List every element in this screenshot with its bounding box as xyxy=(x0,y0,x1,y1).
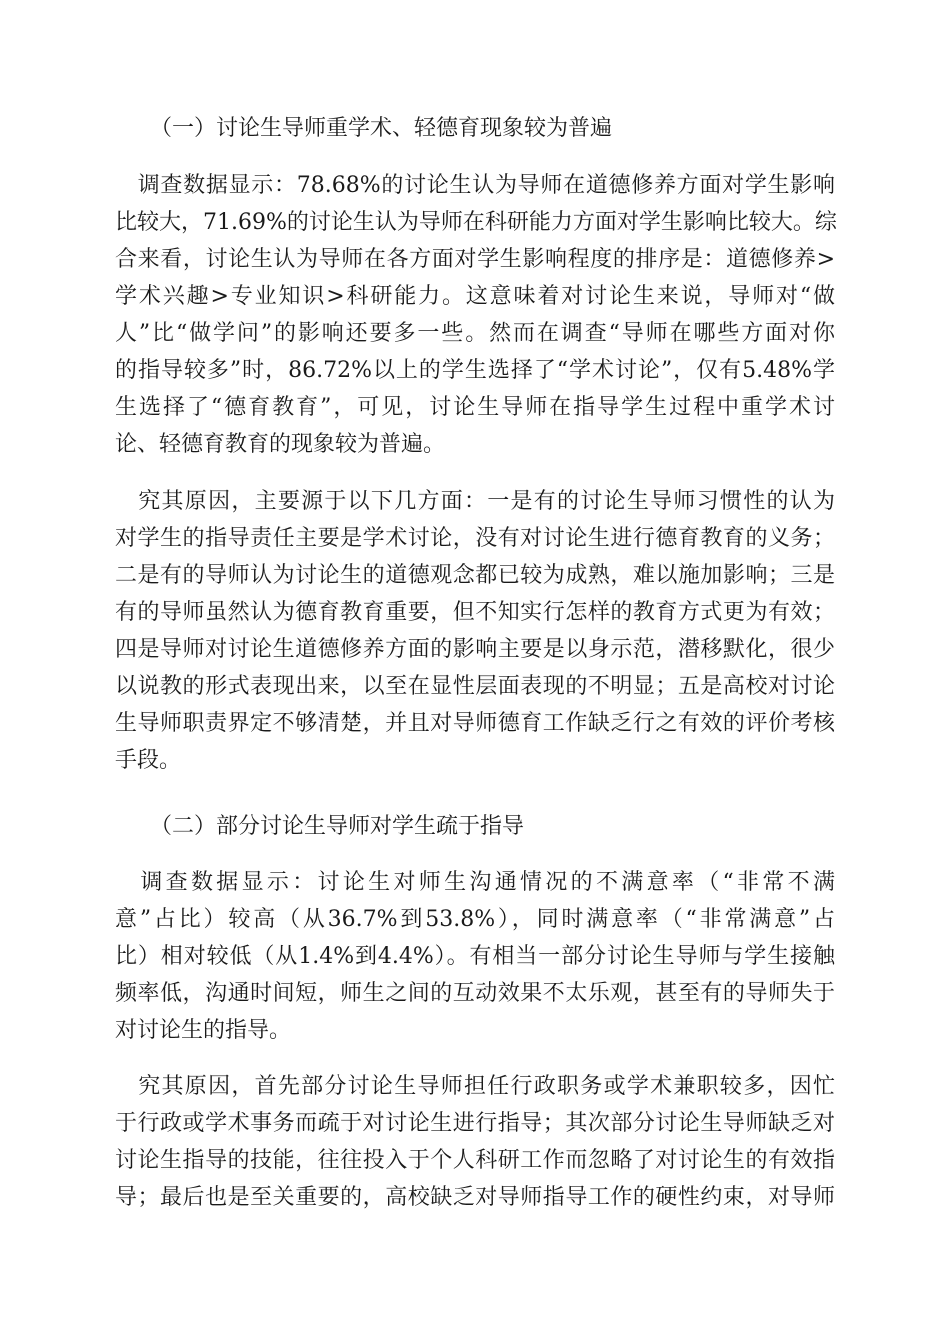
paragraph-line: 人”比“做学问”的影响还要多一些。然而在调查“导师在哪些方面对你 xyxy=(115,321,835,346)
paragraph-line: 生导师职责界定不够清楚，并且对导师德育工作缺乏行之有效的评价考核 xyxy=(115,711,835,736)
paragraph-line: 意”占比）较高（从36.7%到53.8%），同时满意率（“非常满意”占 xyxy=(115,907,835,932)
paragraph-line: 的指导较多”时，86.72%以上的学生选择了“学术讨论”，仅有5.48%学 xyxy=(115,358,835,383)
paragraph-line: 对讨论生的指导。 xyxy=(115,1018,292,1043)
paragraph-line: 导；最后也是至关重要的，高校缺乏对导师指导工作的硬性约束，对导师 xyxy=(115,1185,835,1210)
paragraph xyxy=(115,167,835,463)
section-heading: （一）讨论生导师重学术、轻德育现象较为普遍 xyxy=(150,116,613,141)
paragraph-line: 对学生的指导责任主要是学术讨论，没有对讨论生进行德育教育的义务； xyxy=(115,526,835,551)
paragraph xyxy=(115,1068,835,1216)
paragraph-line: 调查数据显示：78.68%的讨论生认为导师在道德修养方面对学生影响 xyxy=(115,173,835,198)
paragraph-line: 以说教的形式表现出来，以至在显性层面表现的不明显；五是高校对讨论 xyxy=(115,674,835,699)
paragraph-line: 手段。 xyxy=(115,748,182,773)
paragraph-line: 究其原因，主要源于以下几方面：一是有的讨论生导师习惯性的认为 xyxy=(115,489,835,514)
paragraph-line: 调查数据显示：讨论生对师生沟通情况的不满意率（“非常不满 xyxy=(115,870,835,895)
paragraph-line: 讨论生指导的技能，往往投入于个人科研工作而忽略了对讨论生的有效指 xyxy=(115,1148,835,1173)
paragraph xyxy=(115,864,835,1049)
paragraph-line: 有的导师虽然认为德育教育重要，但不知实行怎样的教育方式更为有效； xyxy=(115,600,835,625)
paragraph-line: 究其原因，首先部分讨论生导师担任行政职务或学术兼职较多，因忙 xyxy=(115,1074,835,1099)
paragraph-line: 生选择了“德育教育”，可见，讨论生导师在指导学生过程中重学术讨 xyxy=(115,395,835,420)
paragraph-line: 合来看，讨论生认为导师在各方面对学生影响程度的排序是：道德修养> xyxy=(115,247,835,272)
paragraph-line: 四是导师对讨论生道德修养方面的影响主要是以身示范，潜移默化，很少 xyxy=(115,637,835,662)
paragraph-line: 比）相对较低（从1.4%到4.4%）。有相当一部分讨论生导师与学生接触 xyxy=(115,944,835,969)
paragraph-line: 频率低，沟通时间短，师生之间的互动效果不太乐观，甚至有的导师失于 xyxy=(115,981,835,1006)
paragraph xyxy=(115,483,835,779)
paragraph-line: 论、轻德育教育的现象较为普遍。 xyxy=(115,432,446,457)
paragraph-line: 于行政或学术事务而疏于对讨论生进行指导；其次部分讨论生导师缺乏对 xyxy=(115,1111,835,1136)
paragraph-line: 学术兴趣>专业知识>科研能力。这意味着对讨论生来说，导师对“做 xyxy=(115,284,835,309)
paragraph-line: 二是有的导师认为讨论生的道德观念都已较为成熟，难以施加影响；三是 xyxy=(115,563,835,588)
paragraph-line: 比较大，71.69%的讨论生认为导师在科研能力方面对学生影响比较大。综 xyxy=(115,210,837,235)
section-heading: （二）部分讨论生导师对学生疏于指导 xyxy=(150,814,525,839)
